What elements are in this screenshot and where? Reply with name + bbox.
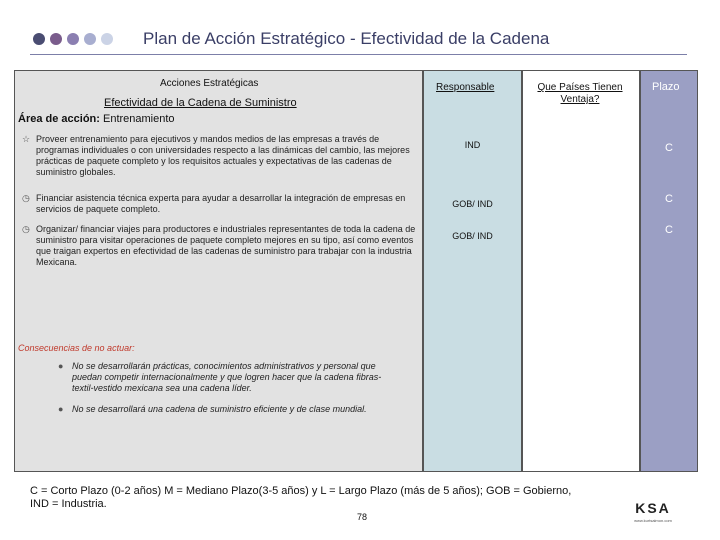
ksa-logo	[620, 500, 686, 523]
dot-5	[101, 33, 113, 45]
paises-header: Que Países Tienen Ventaja?	[537, 82, 623, 105]
footer-legend: C = Corto Plazo (0-2 años) M = Mediano Plazo(3-5 años) y L = Largo Plazo (más de 5 años); GOB = Gobierno, IND = Industria.	[30, 485, 572, 510]
area-label: Área de acción:	[18, 113, 100, 125]
acciones-header: Acciones Estratégicas	[160, 78, 259, 89]
circle-bullet-icon: ◷	[22, 193, 30, 203]
paises-panel	[522, 70, 640, 472]
consecuencia-item	[58, 404, 398, 415]
dot-bullet-icon: ●	[58, 361, 64, 371]
dot-3	[67, 33, 79, 45]
logo-text: KSA	[635, 500, 671, 516]
page-number: 78	[357, 512, 368, 522]
action-item	[22, 134, 417, 178]
plazo-value: C	[665, 193, 673, 205]
plazo-header: Plazo	[652, 81, 680, 93]
dot-2	[50, 33, 62, 45]
dot-4	[84, 33, 96, 45]
action-item	[22, 193, 417, 215]
plazo-value: C	[665, 142, 673, 154]
star-bullet-icon: ☆	[22, 134, 31, 144]
page-title: Plan de Acción Estratégico - Efectividad de la Cadena	[143, 29, 550, 48]
consecuencias-title: Consecuencias de no actuar:	[18, 343, 135, 353]
action-item	[22, 224, 417, 268]
dot-1	[33, 33, 45, 45]
consecuencia-text: No se desarrollarán prácticas, conocimientos administrativos y personal que puedan competir internacionalmente y que logren hacer que la cadena fibras-textil-vestido mexicana sea una cadena líder.	[72, 361, 382, 393]
efectividad-header: Efectividad de la Cadena de Suministro	[104, 97, 297, 109]
area-value: Entrenamiento	[102, 113, 175, 125]
logo-subtext: www.kurtsalmon.com	[634, 518, 672, 523]
action-item-text: Financiar asistencia técnica experta para ayudar a desarrollar la integración de empresas en servicios de paquete completo.	[36, 193, 406, 214]
action-item-text: Proveer entrenamiento para ejecutivos y mandos medios de las empresas a través de programas individuales o con universidades respecto a las dinámicas del cambio, las mejores prácticas de paquete completo y los requisitos actuales y expectativas de las cadenas de suministro globales.	[36, 134, 410, 177]
responsable-value: GOB/ IND	[452, 231, 493, 241]
consecuencia-item	[58, 361, 398, 394]
dot-bullet-icon: ●	[58, 404, 64, 414]
header-dots	[33, 33, 113, 45]
responsable-value: IND	[464, 140, 481, 150]
action-item-text: Organizar/ financiar viajes para productores e industriales representantes de toda la cadena de suministro para visitar operaciones de paquete completo mejores en su tipo, así como eventos que traigan expertos en efectividad de las cadenas de suministro para trabajar con la industria Mexicana.	[36, 224, 416, 267]
responsable-value: GOB/ IND	[452, 199, 493, 209]
circle-bullet-icon: ◷	[22, 224, 30, 234]
consecuencia-text: No se desarrollará una cadena de suministro eficiente y de clase mundial.	[72, 404, 367, 414]
plazo-value: C	[665, 224, 673, 236]
responsable-header: Responsable	[436, 82, 495, 93]
plazo-panel	[640, 70, 698, 472]
responsable-panel	[423, 70, 522, 472]
title-divider	[30, 54, 687, 55]
area-de-accion	[18, 113, 175, 125]
